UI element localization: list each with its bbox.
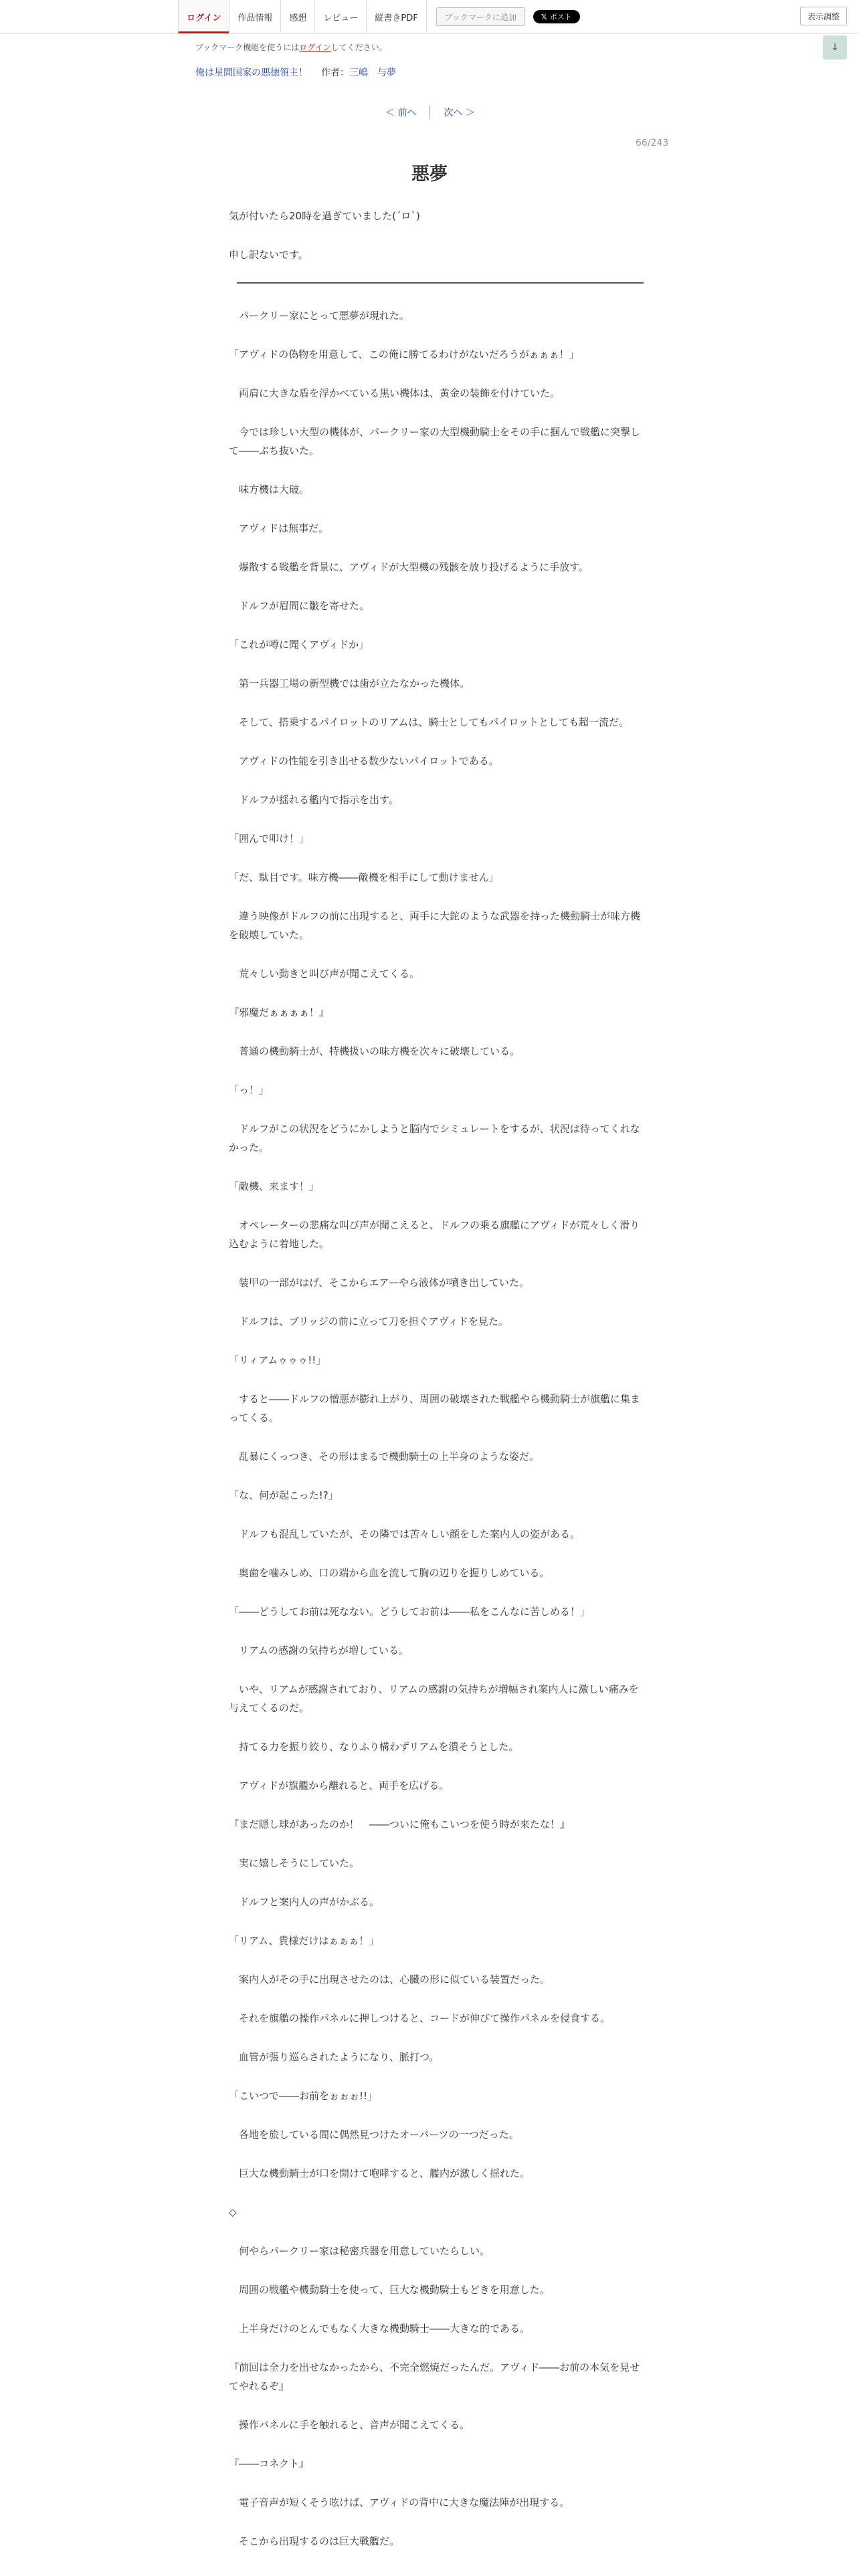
text-paragraph: 「こいつで――お前をぉぉぉ!!」 [229, 2090, 378, 2102]
text-paragraph: 上半身だけのとんでもなく大きな機動騎士――大きな的である。 [229, 2323, 531, 2335]
text-paragraph: 血管が張り巡らされたようになり、脈打つ。 [229, 2051, 440, 2063]
text-paragraph: 「な、何が起こった!?」 [229, 1489, 339, 1501]
text-paragraph: リアムの感謝の気持ちが増している。 [229, 1644, 409, 1656]
text-paragraph: ◇ [229, 2206, 237, 2218]
top-nav [0, 0, 859, 33]
scroll-down-button[interactable] [823, 35, 847, 60]
text-paragraph: 『――コネクト』 [229, 2458, 310, 2470]
text-paragraph: ドルフは、ブリッジの前に立って刀を担ぐアヴィドを見た。 [229, 1315, 508, 1327]
text-paragraph: パークリー家にとって悪夢が現れた。 [229, 310, 409, 322]
episode-number: 66/243 [636, 138, 669, 148]
text-paragraph: アヴィドが旗艦から離れると、両手を広げる。 [229, 1780, 450, 1792]
preface-line: 気が付いたら20時を過ぎていました(´ロ`) [229, 210, 420, 222]
text-paragraph: 周囲の戦艦や機動騎士を使って、巨大な機動騎士もどきを用意した。 [229, 2284, 550, 2296]
main-text [229, 306, 644, 2571]
nav-vertical-pdf[interactable]: 縦書きPDF [366, 0, 426, 33]
text-paragraph: 「囲んで叩け！」 [229, 833, 310, 845]
text-paragraph: 「っ！」 [229, 1084, 270, 1096]
text-paragraph: 「これが噂に聞くアヴィドか」 [229, 639, 369, 651]
text-paragraph: 『前回は全力を出せなかったから、不完全燃焼だったんだ。アヴィド――お前の本気を見せてやれるぞ』 [229, 2361, 640, 2392]
text-paragraph: 味方機は大破。 [229, 484, 310, 496]
text-paragraph: アヴィドは無事だ。 [229, 522, 329, 534]
arrow-down-icon: ↓ [831, 42, 839, 53]
login-notice [195, 41, 387, 53]
text-paragraph: 実に嬉しそうにしていた。 [229, 1857, 360, 1869]
text-paragraph: ドルフが揺れる艦内で指示を出す。 [229, 794, 399, 806]
text-paragraph: 今では珍しい大型の機体が、パークリー家の大型機動騎士をその手に掴んで戦艦に突撃して――ぶち抜いた。 [229, 426, 641, 457]
text-paragraph: 『まだ隠し球があったのか！ ――ついに俺もこいつを使う時が来たな！』 [229, 1818, 570, 1830]
nav-login[interactable]: ログイン [178, 0, 229, 33]
nav-review[interactable]: レビュー [314, 0, 366, 33]
nav-novel-info[interactable]: 作品情報 [229, 0, 280, 33]
text-paragraph: 各地を旅している間に偶然見つけたオーパーツの一つだった。 [229, 2129, 519, 2141]
text-paragraph: それを旗艦の操作パネルに押しつけると、コードが伸びて操作パネルを侵食する。 [229, 2012, 611, 2024]
text-paragraph: 奥歯を噛みしめ、口の端から血を流して胸の辺りを握りしめている。 [229, 1567, 550, 1579]
next-episode-link[interactable]: 次へ ＞ [444, 108, 475, 118]
author-link[interactable]: 三嶋 与夢 [349, 68, 396, 78]
text-paragraph: ドルフも混乱していたが、その隣では苦々しい顔をした案内人の姿がある。 [229, 1528, 581, 1540]
text-paragraph: 何やらパークリー家は秘密兵器を用意していたらしい。 [229, 2245, 490, 2257]
text-paragraph: すると――ドルフの憎悪が膨れ上がり、周囲の破壊された戦艦やら機動騎士が旗艦に集まってくる。 [229, 1393, 641, 1424]
text-paragraph: 爆散する戦艦を背景に、アヴィドが大型機の残骸を放り投げるように手放す。 [229, 561, 589, 573]
x-post-button[interactable] [533, 10, 580, 23]
x-logo-icon: 𝕏 [541, 12, 547, 21]
text-paragraph: そこから出現するのは巨大戦艦だ。 [229, 2535, 400, 2547]
author-block [321, 66, 396, 79]
text-paragraph: ドルフがこの状況をどうにかしようと脳内でシミュレートをするが、状況は待ってくれなかった。 [229, 1123, 640, 1154]
text-paragraph: ドルフと案内人の声がかぶる。 [229, 1896, 380, 1908]
text-paragraph: 「リィアムゥゥゥ!!」 [229, 1354, 326, 1366]
preface-divider [237, 282, 644, 284]
text-paragraph: 「敵機、来ます！」 [229, 1180, 320, 1192]
text-paragraph: 第一兵器工場の新型機では歯が立たなかった機体。 [229, 677, 470, 689]
text-paragraph: 「アヴィドの偽物を用意して、この俺に勝てるわけがないだろうがぁぁぁ！」 [229, 348, 579, 360]
text-paragraph: 持てる力を振り絞り、なりふり構わずリアムを潰そうとした。 [229, 1741, 519, 1753]
text-paragraph: そして、搭乗するパイロットのリアムは、騎士としてもパイロットとしても超一流だ。 [229, 716, 630, 728]
preface [229, 206, 644, 284]
text-paragraph: 両肩に大きな盾を浮かべている黒い機体は、黄金の装飾を付けていた。 [229, 387, 561, 399]
novel-header [195, 66, 396, 79]
add-bookmark-button[interactable]: ブックマークに追加 [436, 7, 525, 26]
text-paragraph: 乱暴にくっつき、その形はまるで機動騎士の上半身のような姿だ。 [229, 1451, 539, 1463]
text-paragraph: 巨大な機動騎士が口を開けて咆哮すると、艦内が激しく揺れた。 [229, 2167, 531, 2179]
text-paragraph: いや、リアムが感謝されており、リアムの感謝の気持ちが増幅され案内人に激しい痛みを与えてくるのだ。 [229, 1683, 639, 1714]
text-paragraph: 案内人がその手に出現させたのは、心臓の形に似ている装置だった。 [229, 1973, 551, 1985]
text-paragraph: 違う映像がドルフの前に出現すると、両手に大鉈のような武器を持った機動騎士が味方機を破壊していた。 [229, 910, 641, 941]
text-paragraph: 電子音声が短くそう呟けば、アヴィドの背中に大きな魔法陣が出現する。 [229, 2496, 570, 2508]
nav-impression[interactable]: 感想 [280, 0, 314, 33]
text-paragraph: 「リアム、貴様だけはぁぁぁ！」 [229, 1935, 379, 1947]
author-label: 作者： [321, 68, 349, 78]
text-paragraph: 荒々しい動きと叫び声が聞こえてくる。 [229, 968, 420, 980]
episode-pager [379, 106, 482, 119]
display-settings-button[interactable]: 表示調整 [800, 7, 847, 25]
series-title-link[interactable]: 俺は星間国家の悪徳領主！ [195, 68, 308, 78]
preface-line: 申し訳ないです。 [229, 249, 308, 261]
text-paragraph: オペレーターの悲痛な叫び声が聞こえると、ドルフの乗る旗艦にアヴィドが荒々しく滑り込むように着地した。 [229, 1219, 640, 1250]
text-paragraph: 普通の機動騎士が、特機扱いの味方機を次々に破壊している。 [229, 1045, 520, 1057]
text-paragraph: 「だ、駄目です。味方機――敵機を相手にして動けません」 [229, 871, 499, 883]
nav-items [178, 0, 580, 33]
text-paragraph: 「――どうしてお前は死なない。どうしてお前は――私をこんなに苦しめる！」 [229, 1606, 591, 1618]
x-post-label: ポスト [549, 13, 572, 21]
notice-text-before: ブックマーク機能を使うには [195, 43, 300, 52]
notice-text-after: してください。 [330, 43, 387, 52]
prev-episode-link[interactable]: ＜ 前へ [379, 106, 430, 119]
chapter-title: 悪夢 [411, 164, 448, 185]
text-paragraph: 操作パネルに手を触れると、音声が聞こえてくる。 [229, 2419, 470, 2431]
text-paragraph: 装甲の一部がはげ、そこからエアーやら液体が噴き出していた。 [229, 1277, 529, 1289]
notice-login-link[interactable]: ログイン [299, 43, 331, 52]
text-paragraph: 『邪魔だぁぁぁぁ！』 [229, 1006, 330, 1018]
text-paragraph: アヴィドの性能を引き出せる数少ないパイロットである。 [229, 755, 499, 767]
text-paragraph: ドルフが眉間に皺を寄せた。 [229, 600, 370, 612]
